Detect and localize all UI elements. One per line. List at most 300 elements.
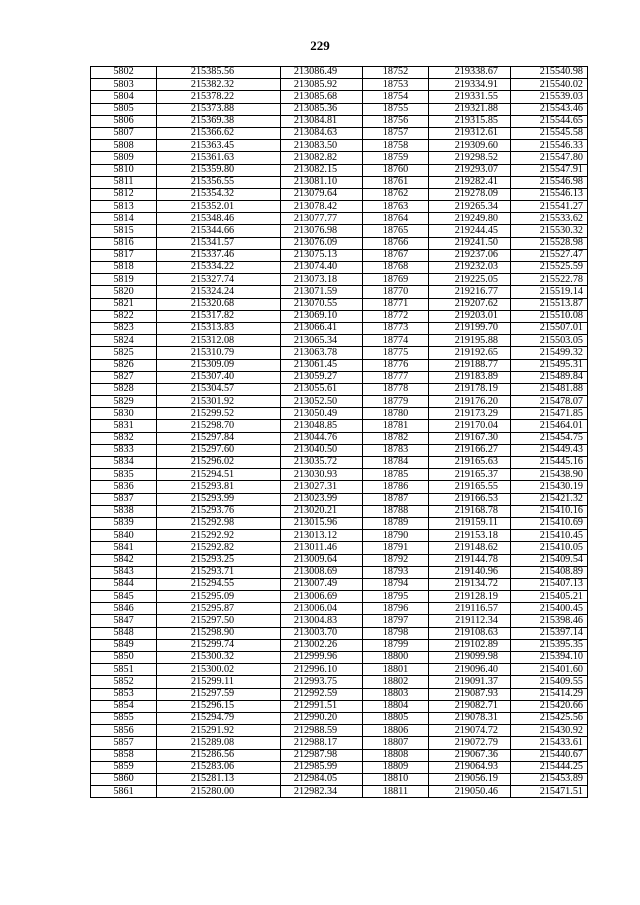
x-coordinate-b: 219153.18	[429, 530, 511, 542]
table-row	[91, 164, 588, 176]
y-coordinate-b: 215401.60	[511, 664, 588, 676]
y-coordinate-b: 215420.66	[511, 700, 588, 712]
x-coordinate-b: 219282.41	[429, 176, 511, 188]
table-row	[91, 237, 588, 249]
x-coordinate-a: 215366.62	[157, 127, 281, 139]
x-coordinate-a: 215291.92	[157, 725, 281, 737]
x-coordinate-b: 219144.78	[429, 554, 511, 566]
x-coordinate-b: 219312.61	[429, 127, 511, 139]
table-row	[91, 188, 588, 200]
y-coordinate-b: 215454.75	[511, 432, 588, 444]
y-coordinate-b: 215544.65	[511, 115, 588, 127]
x-coordinate-b: 219064.93	[429, 761, 511, 773]
table-row	[91, 786, 588, 798]
point-number-b: 18773	[363, 322, 429, 334]
point-number-b: 18779	[363, 396, 429, 408]
y-coordinate-b: 215499.32	[511, 347, 588, 359]
point-number-a: 5834	[91, 457, 157, 469]
table-row	[91, 408, 588, 420]
point-number-a: 5814	[91, 213, 157, 225]
table-row	[91, 396, 588, 408]
x-coordinate-b: 219237.06	[429, 249, 511, 261]
point-number-b: 18771	[363, 298, 429, 310]
y-coordinate-a: 213020.21	[281, 505, 363, 517]
y-coordinate-a: 212996.10	[281, 664, 363, 676]
x-coordinate-b: 219178.19	[429, 383, 511, 395]
table-row	[91, 517, 588, 529]
table-row	[91, 274, 588, 286]
y-coordinate-a: 213078.42	[281, 201, 363, 213]
point-number-a: 5844	[91, 578, 157, 590]
x-coordinate-b: 219188.77	[429, 359, 511, 371]
x-coordinate-a: 215301.92	[157, 396, 281, 408]
point-number-a: 5807	[91, 127, 157, 139]
y-coordinate-b: 215507.01	[511, 322, 588, 334]
point-number-a: 5842	[91, 554, 157, 566]
y-coordinate-a: 213069.10	[281, 310, 363, 322]
point-number-b: 18782	[363, 432, 429, 444]
point-number-a: 5837	[91, 493, 157, 505]
y-coordinate-a: 213084.63	[281, 127, 363, 139]
y-coordinate-a: 212993.75	[281, 676, 363, 688]
x-coordinate-b: 219265.34	[429, 201, 511, 213]
y-coordinate-b: 215546.98	[511, 176, 588, 188]
point-number-b: 18799	[363, 639, 429, 651]
x-coordinate-a: 215293.81	[157, 481, 281, 493]
x-coordinate-b: 219334.91	[429, 79, 511, 91]
y-coordinate-b: 215438.90	[511, 469, 588, 481]
table-row	[91, 725, 588, 737]
table-row	[91, 591, 588, 603]
x-coordinate-b: 219128.19	[429, 591, 511, 603]
y-coordinate-b: 215503.05	[511, 335, 588, 347]
y-coordinate-a: 213083.50	[281, 140, 363, 152]
y-coordinate-b: 215430.19	[511, 481, 588, 493]
table-row	[91, 286, 588, 298]
point-number-a: 5826	[91, 359, 157, 371]
y-coordinate-b: 215471.51	[511, 786, 588, 798]
y-coordinate-b: 215444.25	[511, 761, 588, 773]
y-coordinate-a: 212984.05	[281, 773, 363, 785]
point-number-b: 18770	[363, 286, 429, 298]
table-row	[91, 67, 588, 79]
table-row	[91, 469, 588, 481]
y-coordinate-a: 213077.77	[281, 213, 363, 225]
y-coordinate-a: 213015.96	[281, 517, 363, 529]
x-coordinate-a: 215341.57	[157, 237, 281, 249]
table-row	[91, 298, 588, 310]
point-number-a: 5805	[91, 103, 157, 115]
point-number-b: 18780	[363, 408, 429, 420]
y-coordinate-a: 213006.04	[281, 603, 363, 615]
x-coordinate-b: 219241.50	[429, 237, 511, 249]
x-coordinate-b: 219203.01	[429, 310, 511, 322]
x-coordinate-b: 219173.29	[429, 408, 511, 420]
point-number-b: 18769	[363, 274, 429, 286]
point-number-a: 5833	[91, 444, 157, 456]
table-row	[91, 371, 588, 383]
y-coordinate-b: 215533.62	[511, 213, 588, 225]
x-coordinate-a: 215337.46	[157, 249, 281, 261]
point-number-b: 18793	[363, 566, 429, 578]
table-row	[91, 481, 588, 493]
y-coordinate-b: 215546.13	[511, 188, 588, 200]
y-coordinate-b: 215547.80	[511, 152, 588, 164]
x-coordinate-a: 215300.02	[157, 664, 281, 676]
point-number-a: 5843	[91, 566, 157, 578]
point-number-b: 18802	[363, 676, 429, 688]
table-row	[91, 603, 588, 615]
point-number-b: 18806	[363, 725, 429, 737]
table-row	[91, 457, 588, 469]
table-row	[91, 432, 588, 444]
point-number-b: 18757	[363, 127, 429, 139]
x-coordinate-b: 219072.79	[429, 737, 511, 749]
y-coordinate-b: 215540.98	[511, 67, 588, 79]
x-coordinate-b: 219293.07	[429, 164, 511, 176]
y-coordinate-a: 213004.83	[281, 615, 363, 627]
y-coordinate-b: 215528.98	[511, 237, 588, 249]
x-coordinate-a: 215297.60	[157, 444, 281, 456]
point-number-a: 5823	[91, 322, 157, 334]
x-coordinate-b: 219338.67	[429, 67, 511, 79]
y-coordinate-b: 215453.89	[511, 773, 588, 785]
y-coordinate-b: 215400.45	[511, 603, 588, 615]
x-coordinate-a: 215320.68	[157, 298, 281, 310]
point-number-a: 5850	[91, 652, 157, 664]
x-coordinate-a: 215293.25	[157, 554, 281, 566]
y-coordinate-b: 215433.61	[511, 737, 588, 749]
x-coordinate-a: 215363.45	[157, 140, 281, 152]
x-coordinate-a: 215324.24	[157, 286, 281, 298]
point-number-a: 5855	[91, 712, 157, 724]
x-coordinate-b: 219067.36	[429, 749, 511, 761]
x-coordinate-b: 219170.04	[429, 420, 511, 432]
x-coordinate-b: 219102.89	[429, 639, 511, 651]
y-coordinate-b: 215530.32	[511, 225, 588, 237]
table-row	[91, 383, 588, 395]
point-number-a: 5829	[91, 396, 157, 408]
table-row	[91, 347, 588, 359]
x-coordinate-b: 219315.85	[429, 115, 511, 127]
x-coordinate-a: 215297.50	[157, 615, 281, 627]
point-number-a: 5813	[91, 201, 157, 213]
point-number-a: 5851	[91, 664, 157, 676]
y-coordinate-a: 213030.93	[281, 469, 363, 481]
x-coordinate-b: 219087.93	[429, 688, 511, 700]
y-coordinate-a: 212999.96	[281, 652, 363, 664]
x-coordinate-a: 215378.22	[157, 91, 281, 103]
y-coordinate-a: 213061.45	[281, 359, 363, 371]
y-coordinate-b: 215410.16	[511, 505, 588, 517]
x-coordinate-b: 219278.09	[429, 188, 511, 200]
y-coordinate-a: 213011.46	[281, 542, 363, 554]
y-coordinate-a: 213023.99	[281, 493, 363, 505]
point-number-a: 5838	[91, 505, 157, 517]
y-coordinate-b: 215541.27	[511, 201, 588, 213]
y-coordinate-a: 212988.17	[281, 737, 363, 749]
x-coordinate-b: 219192.65	[429, 347, 511, 359]
point-number-b: 18778	[363, 383, 429, 395]
x-coordinate-a: 215289.08	[157, 737, 281, 749]
point-number-a: 5811	[91, 176, 157, 188]
y-coordinate-a: 212991.51	[281, 700, 363, 712]
y-coordinate-a: 212988.59	[281, 725, 363, 737]
point-number-a: 5822	[91, 310, 157, 322]
table-row	[91, 213, 588, 225]
x-coordinate-a: 215292.98	[157, 517, 281, 529]
y-coordinate-b: 215495.31	[511, 359, 588, 371]
point-number-a: 5846	[91, 603, 157, 615]
table-row	[91, 335, 588, 347]
x-coordinate-a: 215294.55	[157, 578, 281, 590]
y-coordinate-a: 213076.09	[281, 237, 363, 249]
point-number-b: 18755	[363, 103, 429, 115]
table-row	[91, 615, 588, 627]
y-coordinate-a: 213002.26	[281, 639, 363, 651]
x-coordinate-a: 215292.92	[157, 530, 281, 542]
y-coordinate-a: 212992.59	[281, 688, 363, 700]
table-row	[91, 79, 588, 91]
x-coordinate-a: 215352.01	[157, 201, 281, 213]
point-number-b: 18777	[363, 371, 429, 383]
table-row	[91, 712, 588, 724]
y-coordinate-a: 213082.15	[281, 164, 363, 176]
y-coordinate-b: 215449.43	[511, 444, 588, 456]
x-coordinate-a: 215382.32	[157, 79, 281, 91]
coordinates-table	[90, 66, 588, 798]
point-number-a: 5860	[91, 773, 157, 785]
point-number-b: 18775	[363, 347, 429, 359]
point-number-b: 18811	[363, 786, 429, 798]
point-number-b: 18756	[363, 115, 429, 127]
table-row	[91, 530, 588, 542]
point-number-b: 18763	[363, 201, 429, 213]
point-number-b: 18774	[363, 335, 429, 347]
point-number-a: 5856	[91, 725, 157, 737]
point-number-b: 18790	[363, 530, 429, 542]
point-number-a: 5816	[91, 237, 157, 249]
point-number-a: 5841	[91, 542, 157, 554]
point-number-a: 5857	[91, 737, 157, 749]
x-coordinate-a: 215297.59	[157, 688, 281, 700]
x-coordinate-b: 219232.03	[429, 262, 511, 274]
x-coordinate-a: 215309.09	[157, 359, 281, 371]
x-coordinate-b: 219168.78	[429, 505, 511, 517]
coordinates-table-body	[91, 67, 588, 798]
point-number-a: 5853	[91, 688, 157, 700]
x-coordinate-a: 215281.13	[157, 773, 281, 785]
y-coordinate-a: 213082.82	[281, 152, 363, 164]
table-row	[91, 310, 588, 322]
x-coordinate-b: 219159.11	[429, 517, 511, 529]
point-number-a: 5849	[91, 639, 157, 651]
point-number-b: 18759	[363, 152, 429, 164]
point-number-a: 5836	[91, 481, 157, 493]
x-coordinate-b: 219148.62	[429, 542, 511, 554]
table-row	[91, 578, 588, 590]
x-coordinate-a: 215286.56	[157, 749, 281, 761]
point-number-b: 18767	[363, 249, 429, 261]
x-coordinate-b: 219108.63	[429, 627, 511, 639]
table-row	[91, 115, 588, 127]
point-number-b: 18754	[363, 91, 429, 103]
point-number-b: 18807	[363, 737, 429, 749]
y-coordinate-a: 213009.64	[281, 554, 363, 566]
x-coordinate-b: 219216.77	[429, 286, 511, 298]
x-coordinate-b: 219298.52	[429, 152, 511, 164]
y-coordinate-b: 215522.78	[511, 274, 588, 286]
y-coordinate-a: 212987.98	[281, 749, 363, 761]
point-number-a: 5839	[91, 517, 157, 529]
y-coordinate-b: 215546.33	[511, 140, 588, 152]
point-number-b: 18798	[363, 627, 429, 639]
point-number-b: 18792	[363, 554, 429, 566]
x-coordinate-a: 215295.87	[157, 603, 281, 615]
x-coordinate-b: 219321.88	[429, 103, 511, 115]
point-number-a: 5810	[91, 164, 157, 176]
table-row	[91, 566, 588, 578]
table-row	[91, 761, 588, 773]
x-coordinate-b: 219091.37	[429, 676, 511, 688]
point-number-a: 5821	[91, 298, 157, 310]
point-number-a: 5820	[91, 286, 157, 298]
table-row	[91, 127, 588, 139]
x-coordinate-b: 219165.63	[429, 457, 511, 469]
x-coordinate-a: 215327.74	[157, 274, 281, 286]
y-coordinate-a: 212990.20	[281, 712, 363, 724]
x-coordinate-a: 215307.40	[157, 371, 281, 383]
point-number-b: 18810	[363, 773, 429, 785]
x-coordinate-a: 215348.46	[157, 213, 281, 225]
x-coordinate-b: 219331.55	[429, 91, 511, 103]
point-number-a: 5803	[91, 79, 157, 91]
table-row	[91, 652, 588, 664]
point-number-b: 18786	[363, 481, 429, 493]
y-coordinate-b: 215540.02	[511, 79, 588, 91]
x-coordinate-a: 215294.79	[157, 712, 281, 724]
table-row	[91, 444, 588, 456]
y-coordinate-b: 215421.32	[511, 493, 588, 505]
point-number-b: 18796	[363, 603, 429, 615]
y-coordinate-a: 213085.36	[281, 103, 363, 115]
point-number-b: 18758	[363, 140, 429, 152]
x-coordinate-a: 215299.74	[157, 639, 281, 651]
y-coordinate-b: 215445.16	[511, 457, 588, 469]
point-number-b: 18760	[363, 164, 429, 176]
point-number-a: 5858	[91, 749, 157, 761]
table-row	[91, 493, 588, 505]
y-coordinate-a: 212985.99	[281, 761, 363, 773]
y-coordinate-b: 215513.87	[511, 298, 588, 310]
table-row	[91, 322, 588, 334]
table-row	[91, 554, 588, 566]
x-coordinate-a: 215283.06	[157, 761, 281, 773]
y-coordinate-a: 213027.31	[281, 481, 363, 493]
x-coordinate-a: 215293.99	[157, 493, 281, 505]
x-coordinate-a: 215297.84	[157, 432, 281, 444]
page-number: 229	[310, 38, 330, 53]
y-coordinate-b: 215489.84	[511, 371, 588, 383]
y-coordinate-a: 213007.49	[281, 578, 363, 590]
y-coordinate-b: 215397.14	[511, 627, 588, 639]
x-coordinate-a: 215298.70	[157, 420, 281, 432]
point-number-b: 18804	[363, 700, 429, 712]
y-coordinate-b: 215410.05	[511, 542, 588, 554]
point-number-a: 5835	[91, 469, 157, 481]
y-coordinate-a: 212982.34	[281, 786, 363, 798]
y-coordinate-a: 213044.76	[281, 432, 363, 444]
x-coordinate-a: 215299.11	[157, 676, 281, 688]
y-coordinate-a: 213075.13	[281, 249, 363, 261]
table-row	[91, 420, 588, 432]
y-coordinate-a: 213013.12	[281, 530, 363, 542]
y-coordinate-a: 213003.70	[281, 627, 363, 639]
point-number-b: 18753	[363, 79, 429, 91]
y-coordinate-b: 215405.21	[511, 591, 588, 603]
table-row	[91, 639, 588, 651]
point-number-a: 5809	[91, 152, 157, 164]
point-number-b: 18776	[363, 359, 429, 371]
point-number-a: 5845	[91, 591, 157, 603]
x-coordinate-a: 215354.32	[157, 188, 281, 200]
point-number-b: 18797	[363, 615, 429, 627]
point-number-a: 5819	[91, 274, 157, 286]
y-coordinate-b: 215425.56	[511, 712, 588, 724]
x-coordinate-b: 219078.31	[429, 712, 511, 724]
table-row	[91, 700, 588, 712]
table-row	[91, 359, 588, 371]
y-coordinate-b: 215410.45	[511, 530, 588, 542]
x-coordinate-a: 215293.76	[157, 505, 281, 517]
y-coordinate-a: 213066.41	[281, 322, 363, 334]
y-coordinate-b: 215545.58	[511, 127, 588, 139]
x-coordinate-b: 219082.71	[429, 700, 511, 712]
point-number-b: 18791	[363, 542, 429, 554]
y-coordinate-a: 213070.55	[281, 298, 363, 310]
x-coordinate-b: 219116.57	[429, 603, 511, 615]
y-coordinate-a: 213052.50	[281, 396, 363, 408]
y-coordinate-a: 213050.49	[281, 408, 363, 420]
point-number-b: 18787	[363, 493, 429, 505]
y-coordinate-b: 215471.85	[511, 408, 588, 420]
table-row	[91, 676, 588, 688]
table-row	[91, 140, 588, 152]
x-coordinate-b: 219183.89	[429, 371, 511, 383]
x-coordinate-a: 215296.02	[157, 457, 281, 469]
table-row	[91, 103, 588, 115]
x-coordinate-a: 215344.66	[157, 225, 281, 237]
x-coordinate-b: 219056.19	[429, 773, 511, 785]
y-coordinate-b: 215409.55	[511, 676, 588, 688]
point-number-a: 5825	[91, 347, 157, 359]
point-number-a: 5831	[91, 420, 157, 432]
y-coordinate-a: 213079.64	[281, 188, 363, 200]
point-number-a: 5840	[91, 530, 157, 542]
table-row	[91, 542, 588, 554]
y-coordinate-b: 215464.01	[511, 420, 588, 432]
point-number-a: 5817	[91, 249, 157, 261]
point-number-a: 5818	[91, 262, 157, 274]
table-row	[91, 749, 588, 761]
y-coordinate-b: 215481.88	[511, 383, 588, 395]
x-coordinate-a: 215385.56	[157, 67, 281, 79]
x-coordinate-b: 219167.30	[429, 432, 511, 444]
y-coordinate-b: 215407.13	[511, 578, 588, 590]
x-coordinate-a: 215373.88	[157, 103, 281, 115]
x-coordinate-b: 219225.05	[429, 274, 511, 286]
x-coordinate-b: 219166.27	[429, 444, 511, 456]
